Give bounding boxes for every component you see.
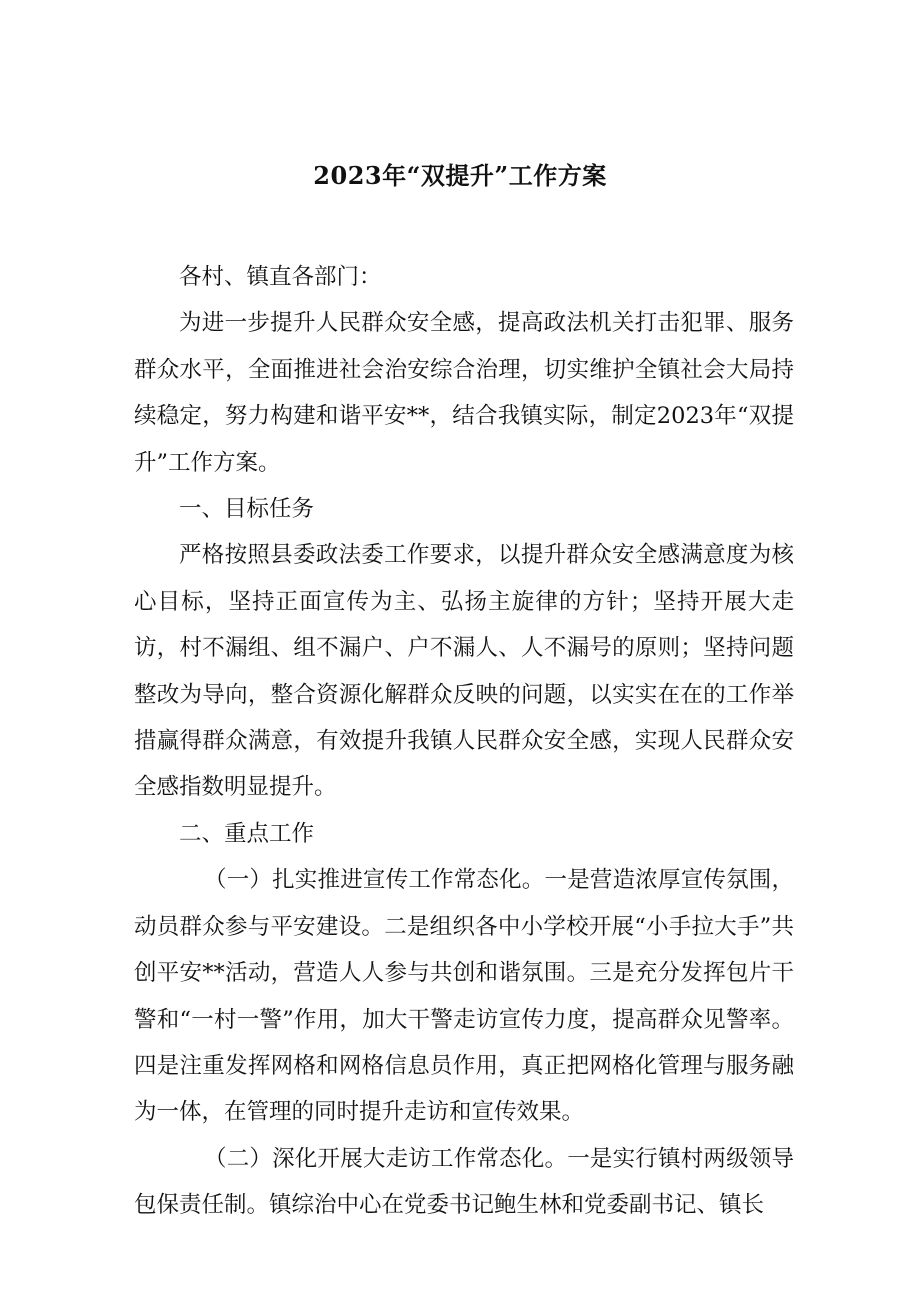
section-heading-goals: 一、目标任务: [179, 496, 315, 523]
key-work-item-2: （二）深化开展大走访工作常态化。一是实行镇村两级领导包保责任制。镇综治中心在党委书记鲍生林和党委副书记、镇长: [134, 1145, 794, 1219]
goals-paragraph: 严格按照县委政法委工作要求，以提升群众安全感满意度为核心目标，坚持正面宣传为主、弘扬主旋律的方针；坚持开展大走访，村不漏组、组不漏户、户不漏人、人不漏号的原则；坚持问题整改为导向，整合资源化解群众反映的问题，以实实在在的工作举措赢得群众满意，有效提升我镇人民群众安全感，实现人民群众安全感指数明显提升。: [134, 542, 794, 801]
key-work-item-1: （一）扎实推进宣传工作常态化。一是营造浓厚宣传氛围，动员群众参与平安建设。二是组织各中小学校开展“小手拉大手”共创平安**活动，营造人人参与共创和谐氛围。三是充分发挥包片干警和“一村一警”作用，加大干警走访宣传力度，提高群众见警率。四是注重发挥网格和网格信息员作用，真正把网格化管理与服务融为一体，在管理的同时提升走访和宣传效果。: [134, 867, 794, 1126]
document-body: [134, 254, 794, 1229]
intro-paragraph: 为进一步提升人民群众安全感，提高政法机关打击犯罪、服务群众水平，全面推进社会治安综合治理，切实维护全镇社会大局持续稳定，努力构建和谐平安**，结合我镇实际，制定2023年“双提升”工作方案。: [134, 310, 794, 476]
document-title: 2023年“双提升”工作方案: [313, 161, 607, 190]
section-heading-key-work: 二、重点工作: [179, 820, 315, 847]
salutation: 各村、镇直各部门：: [179, 264, 382, 290]
